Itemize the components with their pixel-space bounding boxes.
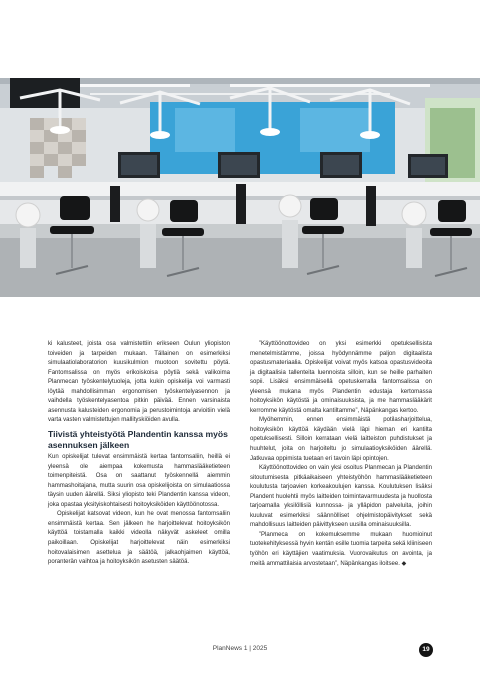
paragraph: ”Käyttöönottovideo on yksi esimerkki opetuksellisista menetelmistämme, joissa hyödynnämme paljon digitaalista opastusmateriaalia. Opiskelijat voivat myös katsoa opastusvideoita ja digitaalisia tallenteita luennoista silloin, kun se heille parhaiten sopii. Lisäksi ensimmäisellä opetuskerralla fantomsalissa on yleensä mukana myös Plandentin edustaja kertomassa hoitoyksikön käytöstä ja ominaisuuksista, ja me hammaslääkärit kerromme käytöstä omalta kantiltamme”, Näpänkangas kertoo. [250,341,432,414]
page-footer [0,644,480,656]
right-text-column [250,340,432,569]
paragraph: ki kalusteet, joista osa valmistettiin erikseen Oulun yliopiston toiveiden ja tarpeiden mukaan. Tällainen on esimerkiksi simulaatiolaboratorion kuusikulmion muotoon sovitettu pöytä. Fantomsalissa on myös erikoiskoisa pöytiä sekä valikoima Planmecan työskentelytuoleja, jotta kukin opiskelija voi varmasti löytää mahdollisimman ergonomisen työskentelyasennon ja vaihdella työskentelyasentoa pitkin päivää. Ennen varsinaista asennusta kalusteiden ergonomia ja perustoimintoja arvioitiin vielä varta vasten valmistettujen mallityskiöiden avulla. [48,341,230,424]
publication-label: PlanNews 1 | 2025 [212,645,268,652]
paragraph: Käyttöönottovideo on vain yksi osoitus Planmecan ja Plandentin sitoutumisesta pitkäaikaiseen yhteistyöhön hammaslääketieteen koulutusta tarjoavien korkeakoulujen kanssa. Koulutuksen lisäksi Plandent huolehtii myös laitteiden toimintavarmuudesta ja huollosta tarjoamalla yksilöllisiä kunnossa- ja ylläpidon palveluita, joihin kuuluvat esimerkiksi säännölliset ohjelmistopäivitykset sekä mahdollisuus laitteiden päivittykseen uusilla ominaisuuksilla. [250,465,432,529]
paragraph: ”Planmeca on kokemuksemme mukaan huomioinut tuotekehityksessä hyvin kentän esille tuomia tarpeita sekä kliiniseen työhön eri käyttäjien vaatimuksia. Vuorovaikutus on avointa, ja meitä ammattilaisia arvostetaan”, Näpänkangas iloitsee. ◆ [250,531,432,567]
paragraph: Myöhemmin, ennen ensimmäistä potilasharjoittelua, hoitoyksikön käyttöä käydään vielä läpi hieman eri kantilta opetuksellisesti. Silloin kerrataan vielä laitteiston puhdistukset ja huuhtelut, joita on harjoiteltu jo simulaatioyksiköiden äärellä. Jatkuvaa oppimista tuetaan eri tavoin läpi opintojen. [250,417,432,462]
section-heading: Tiivistä yhteistyötä Plandentin kanssa myös asennuksen jälkeen [48,428,228,450]
left-text-column [48,340,230,568]
paragraph: Kun opiskelijat tulevat ensimmäistä kertaa fantomsaliin, heillä ei yleensä ole aiempaa kokemusta hammaslääketieteen toimenpiteistä. Osa on saattanut työskennellä aiemmin hammashoitajana, mutta suurin osa opiskelijoista on simulaatiossa täysin uuden äärellä. Siksi yliopisto teki Plandentin kanssa videon, joka opastaa yksityiskohtaisesti hoitoyksiköiden käyttöönotossa. [48,454,230,508]
page-number-badge: 19 [419,643,433,657]
simulation-lab-photo [0,78,480,297]
paragraph: Opiskelijat katsovat videon, kun he ovat menossa fantomsaliin ensimmäistä kertaa. Sen jälkeen he harjoittelevat hoitoyksikön käyttöä toistamalla kaikki videolla näkyvät askeleet omilla paikoillaan. Opiskelijat harjoittelevat näin esimerkiksi hoitovalaisimen asettelua ja säätöä, jalkaohjaimen käyttöä, poranterän vaihtoa ja hoitoyksikön asetusten säätöä. [48,511,230,566]
